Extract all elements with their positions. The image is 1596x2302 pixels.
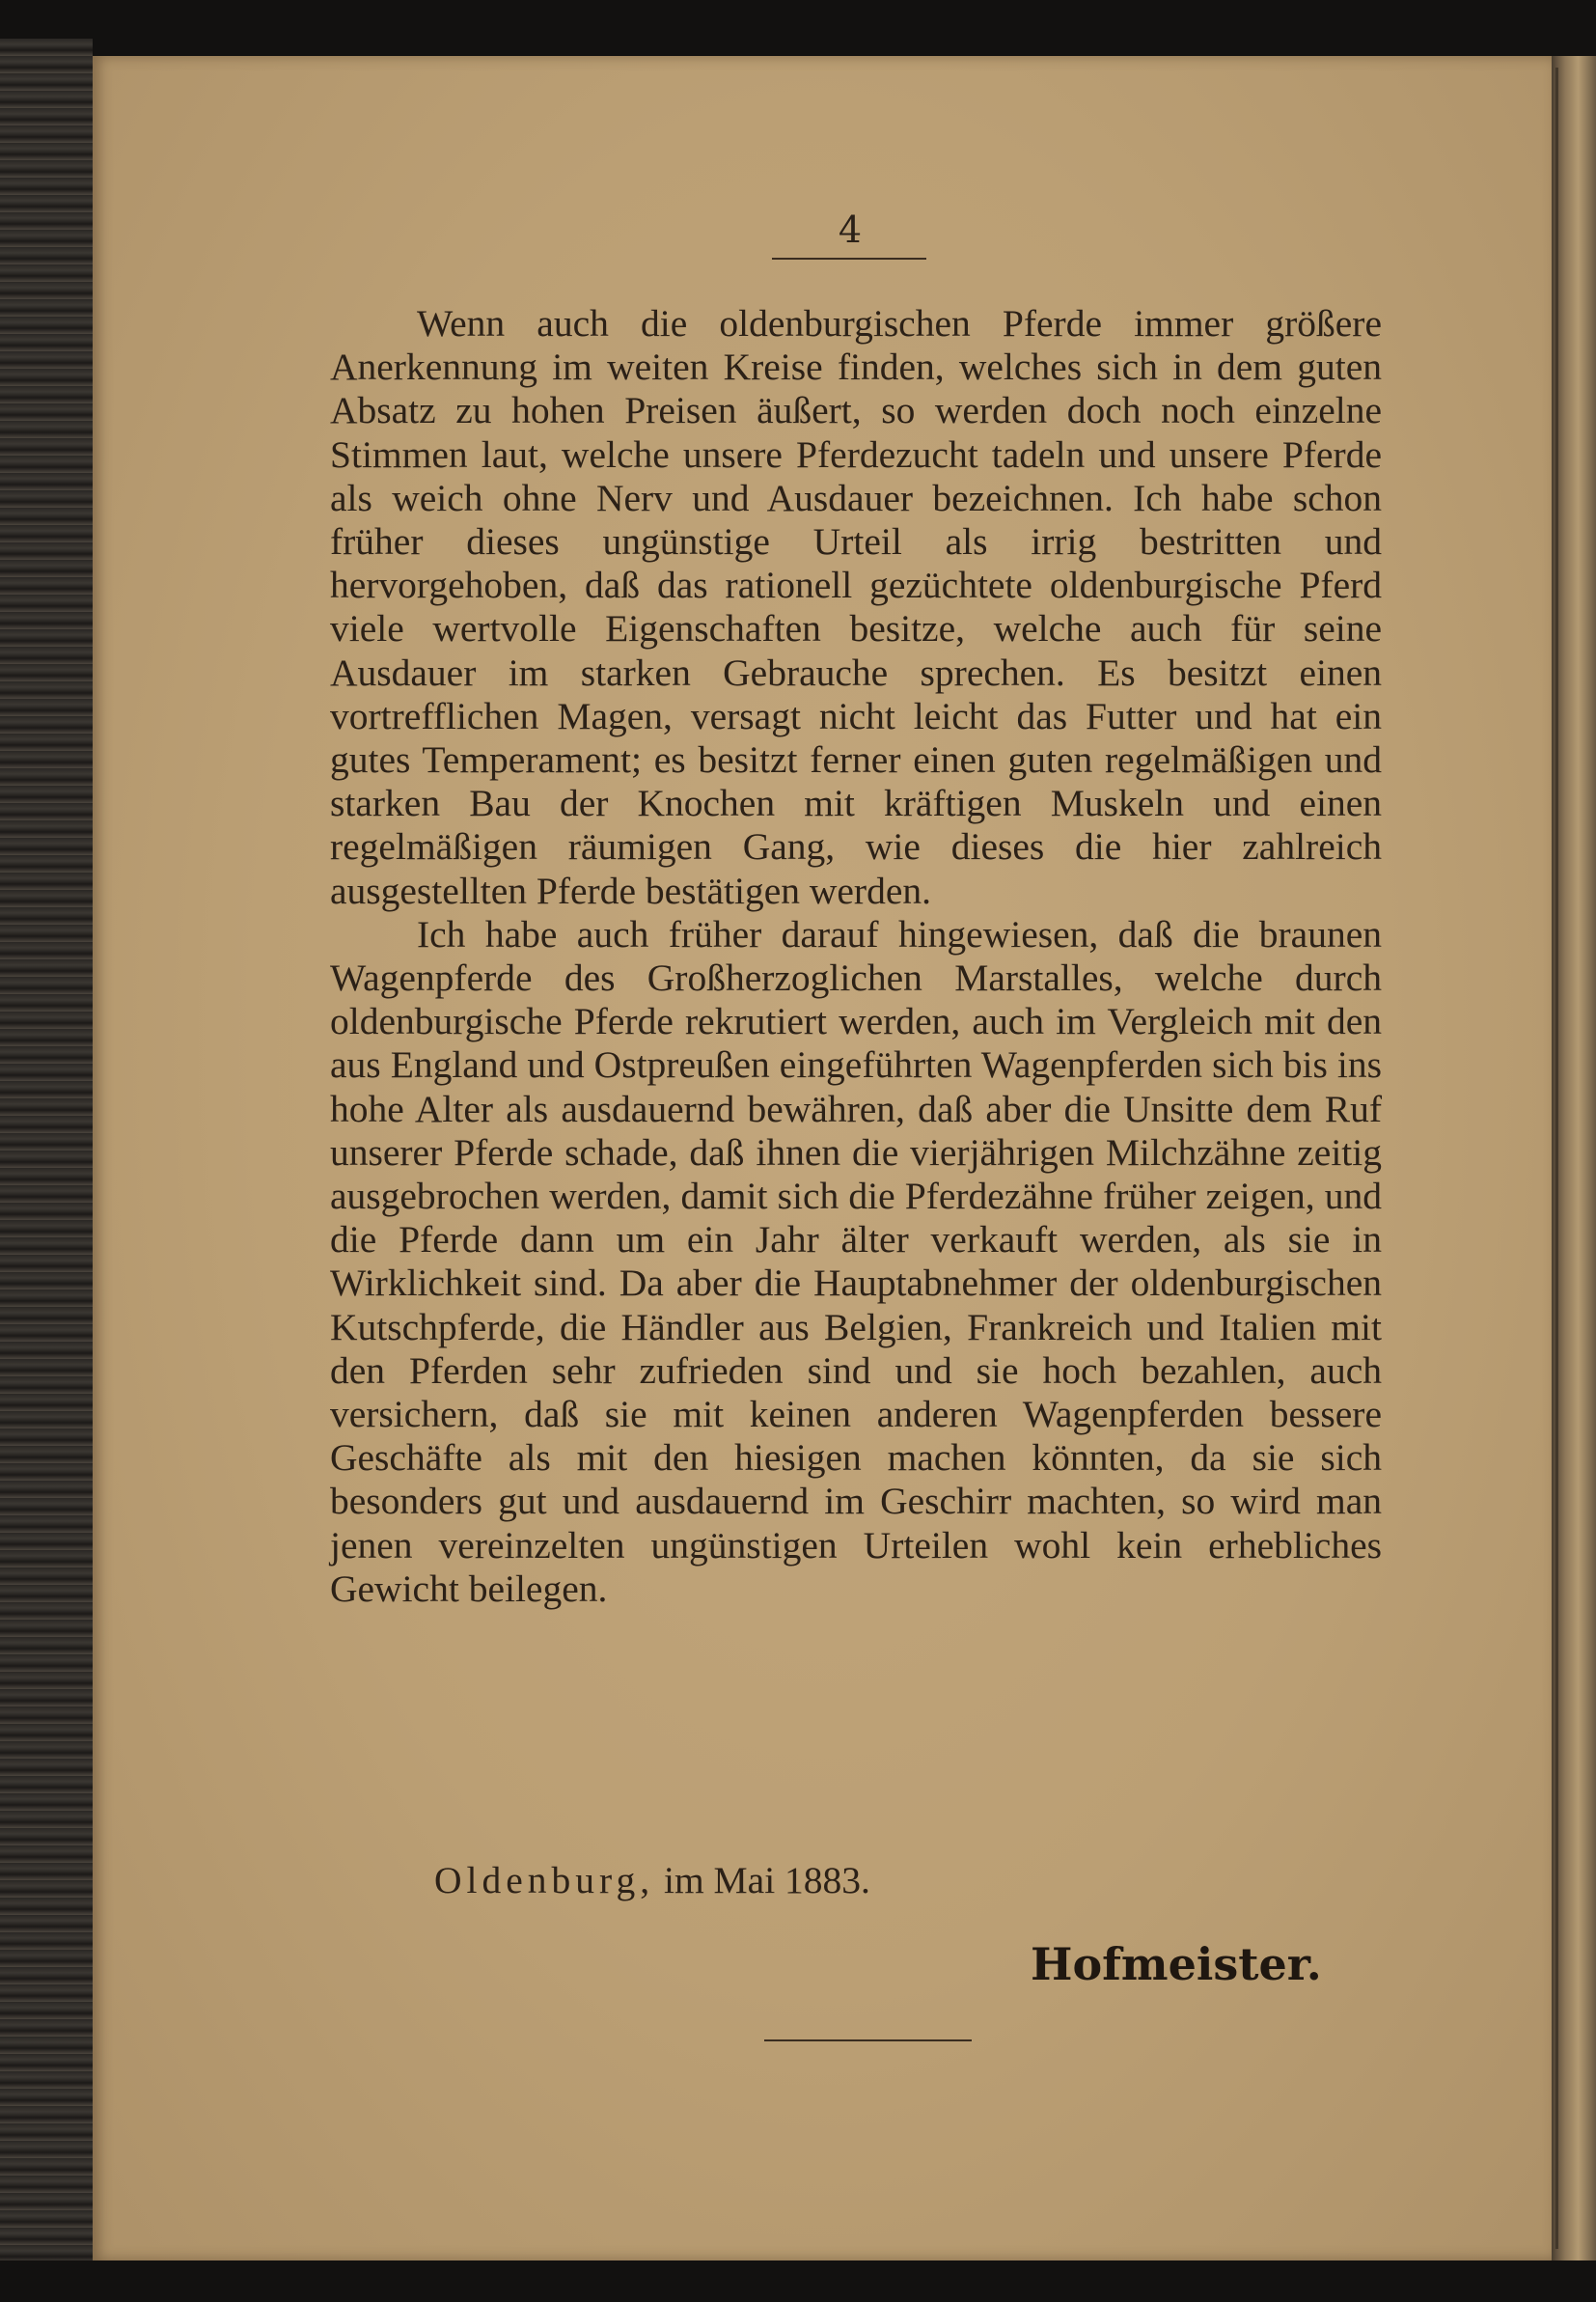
body-text	[330, 302, 1382, 1611]
header-rule	[772, 258, 926, 260]
paragraph: Wenn auch die oldenburgischen Pferde immer größere Anerkennung im weiten Kreise finden, welches sich in dem guten Absatz zu hohen Preisen äußert, so werden doch noch einzelne Stimmen laut, welche unsere Pferdezucht tadeln und unsere Pferde als weich ohne Nerv und Ausdauer bezeichnen. Ich habe schon früher dieses ungünstige Urteil als irrig bestritten und hervorgehoben, daß das rationell gezüchtete oldenburgische Pferd viele wertvolle Eigenschaften besitze, welche auch für seine Ausdauer im starken Gebrauche sprechen. Es besitzt einen vortrefflichen Magen, versagt nicht leicht das Futter und hat ein gutes Temperament; es besitzt ferner einen guten regelmäßigen und starken Bau der Knochen mit kräftigen Muskeln und einen regelmäßigen räumigen Gang, wie dieses die hier zahlreich ausgestellten Pferde bestätigen werden.	[330, 302, 1382, 912]
signature: Hofmeister.	[1031, 1938, 1322, 1990]
scan-border-bottom	[0, 2260, 1596, 2302]
footer-rule	[764, 2039, 972, 2041]
scan-border-top	[0, 0, 1596, 56]
book-binding	[0, 39, 93, 2268]
dateline-date: im Mai 1883.	[663, 1859, 870, 1901]
dateline-place: Oldenburg,	[434, 1859, 655, 1901]
page-number: 4	[838, 208, 863, 251]
page-fold	[1555, 68, 1558, 2249]
dateline	[434, 1858, 870, 1902]
paragraph: Ich habe auch früher darauf hingewiesen, daß die braunen Wagenpferde des Großherzoglichen Marstalles, welche durch oldenburgische Pferde rekrutiert werden, auch im Vergleich mit den aus England und Ostpreußen eingeführten Wagenpferden sich bis ins hohe Alter als ausdauernd bewähren, daß aber die Unsitte dem Ruf unserer Pferde schade, daß ihnen die vierjährigen Milchzähne zeitig ausgebrochen werden, damit sich die Pferdezähne früher zeigen, und die Pferde dann um ein Jahr älter verkauft werden, als sie in Wirklichkeit sind. Da aber die Hauptabnehmer der oldenburgischen Kutschpferde, die Händler aus Belgien, Frankreich und Italien mit den Pferden sehr zufrieden sind und sie hoch bezahlen, auch versichern, daß sie mit keinen anderen Wagenpferden bessere Geschäfte als mit den hiesigen machen könnten, da sie sich besonders gut und ausdauernd im Geschirr machten, so wird man jenen vereinzelten ungünstigen Urteilen wohl kein erhebliches Gewicht beilegen.	[330, 912, 1382, 1610]
